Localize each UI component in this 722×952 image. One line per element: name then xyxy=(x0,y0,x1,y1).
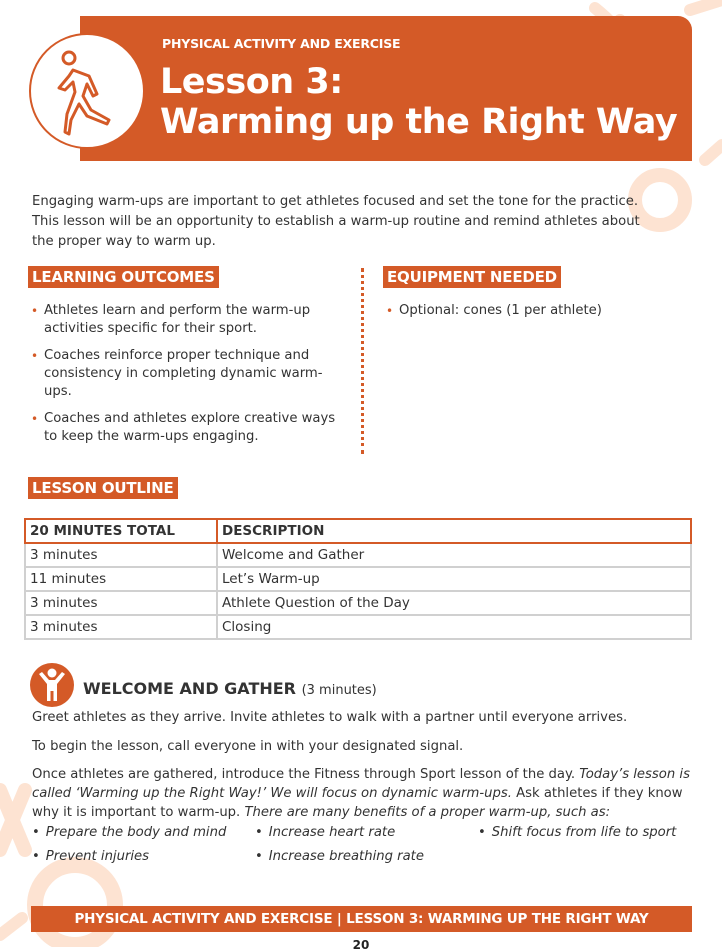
welcome-duration: (3 minutes) xyxy=(301,682,377,698)
bullet-icon: • xyxy=(31,349,39,363)
decor-x xyxy=(0,790,25,850)
welcome-paragraph-2: To begin the lesson, call everyone in with your designated signal. xyxy=(32,739,464,754)
bullet-icon: • xyxy=(255,849,263,864)
person-arms-raised-icon xyxy=(36,668,68,702)
bullet-icon: • xyxy=(32,825,40,840)
table-row xyxy=(25,591,691,615)
table-cell-description: Welcome and Gather xyxy=(217,543,691,567)
bullet-icon: • xyxy=(386,304,394,318)
list-item: • Coaches reinforce proper technique and consistency in completing dynamic warm-ups. xyxy=(31,348,323,399)
learning-outcomes-list xyxy=(28,302,348,446)
equipment-list xyxy=(383,302,683,320)
lesson-outline-heading: LESSON OUTLINE xyxy=(28,477,178,499)
bullet-icon: • xyxy=(32,849,40,864)
table-cell-duration: 3 minutes xyxy=(25,591,217,615)
table-cell-duration: 11 minutes xyxy=(25,567,217,591)
benefit-item: • Shift focus from life to sport xyxy=(478,825,677,840)
benefit-item: • Prepare the body and mind xyxy=(32,825,227,840)
dotted-divider xyxy=(361,268,364,454)
table-header-description: DESCRIPTION xyxy=(217,519,691,543)
running-person-icon xyxy=(47,46,127,136)
list-item: • Optional: cones (1 per athlete) xyxy=(386,303,602,318)
equipment-heading: EQUIPMENT NEEDED xyxy=(383,266,561,288)
table-header-row xyxy=(25,519,691,543)
table-cell-description: Let’s Warm-up xyxy=(217,567,691,591)
bullet-icon: • xyxy=(478,825,486,840)
learning-outcomes-section xyxy=(28,266,348,455)
table-cell-duration: 3 minutes xyxy=(25,615,217,639)
learning-outcomes-heading: LEARNING OUTCOMES xyxy=(28,266,219,288)
welcome-title: WELCOME AND GATHER xyxy=(83,678,296,698)
page-title-line1: Lesson 3: xyxy=(160,62,343,102)
bullet-icon: • xyxy=(31,412,39,426)
benefit-item: • Prevent injuries xyxy=(32,849,150,864)
intro-paragraph: Engaging warm-ups are important to get athletes focused and set the tone for the practice. This lesson will be an opportunity to establish a warm-up routine and remind athletes about the proper way to warm up. xyxy=(32,194,640,249)
welcome-heading xyxy=(30,663,377,707)
benefit-item: • Increase breathing rate xyxy=(255,849,424,864)
header-kicker: PHYSICAL ACTIVITY AND EXERCISE xyxy=(162,36,401,51)
equipment-section xyxy=(383,266,683,329)
footer-bar: PHYSICAL ACTIVITY AND EXERCISE | LESSON 3: WARMING UP THE RIGHT WAY xyxy=(31,906,692,932)
welcome-paragraph-1: Greet athletes as they arrive. Invite athletes to walk with a partner until everyone arrives. xyxy=(32,710,628,725)
welcome-paragraph-3: Once athletes are gathered, introduce the Fitness through Sport lesson of the day. Today’s lesson is called ‘Warming up the Right Way!’ We will focus on dynamic warm-ups. Ask athletes if they know why it is important to warm-up. There are many benefits of a proper warm-up, such as: xyxy=(32,767,690,820)
page-number: 20 xyxy=(352,938,370,952)
lesson-outline-table xyxy=(24,518,692,640)
table-cell-description: Athlete Question of the Day xyxy=(217,591,691,615)
welcome-icon-circle xyxy=(30,663,74,707)
table-row xyxy=(25,543,691,567)
table-row xyxy=(25,567,691,591)
page-title xyxy=(160,62,677,142)
decor-ring-bottom xyxy=(35,865,115,945)
header-icon-circle xyxy=(29,33,145,149)
table-row xyxy=(25,615,691,639)
bullet-icon: • xyxy=(255,825,263,840)
lesson-outline-section xyxy=(28,477,178,499)
table-cell-description: Closing xyxy=(217,615,691,639)
table-cell-duration: 3 minutes xyxy=(25,543,217,567)
benefit-item: • Increase heart rate xyxy=(255,825,396,840)
list-item: • Coaches and athletes explore creative ways to keep the warm-ups engaging. xyxy=(31,411,336,444)
page-title-line2: Warming up the Right Way xyxy=(160,102,678,142)
table-header-duration: 20 MINUTES TOTAL xyxy=(25,519,217,543)
bullet-icon: • xyxy=(31,304,39,318)
list-item: • Athletes learn and perform the warm-up activities specific for their sport. xyxy=(31,303,311,336)
